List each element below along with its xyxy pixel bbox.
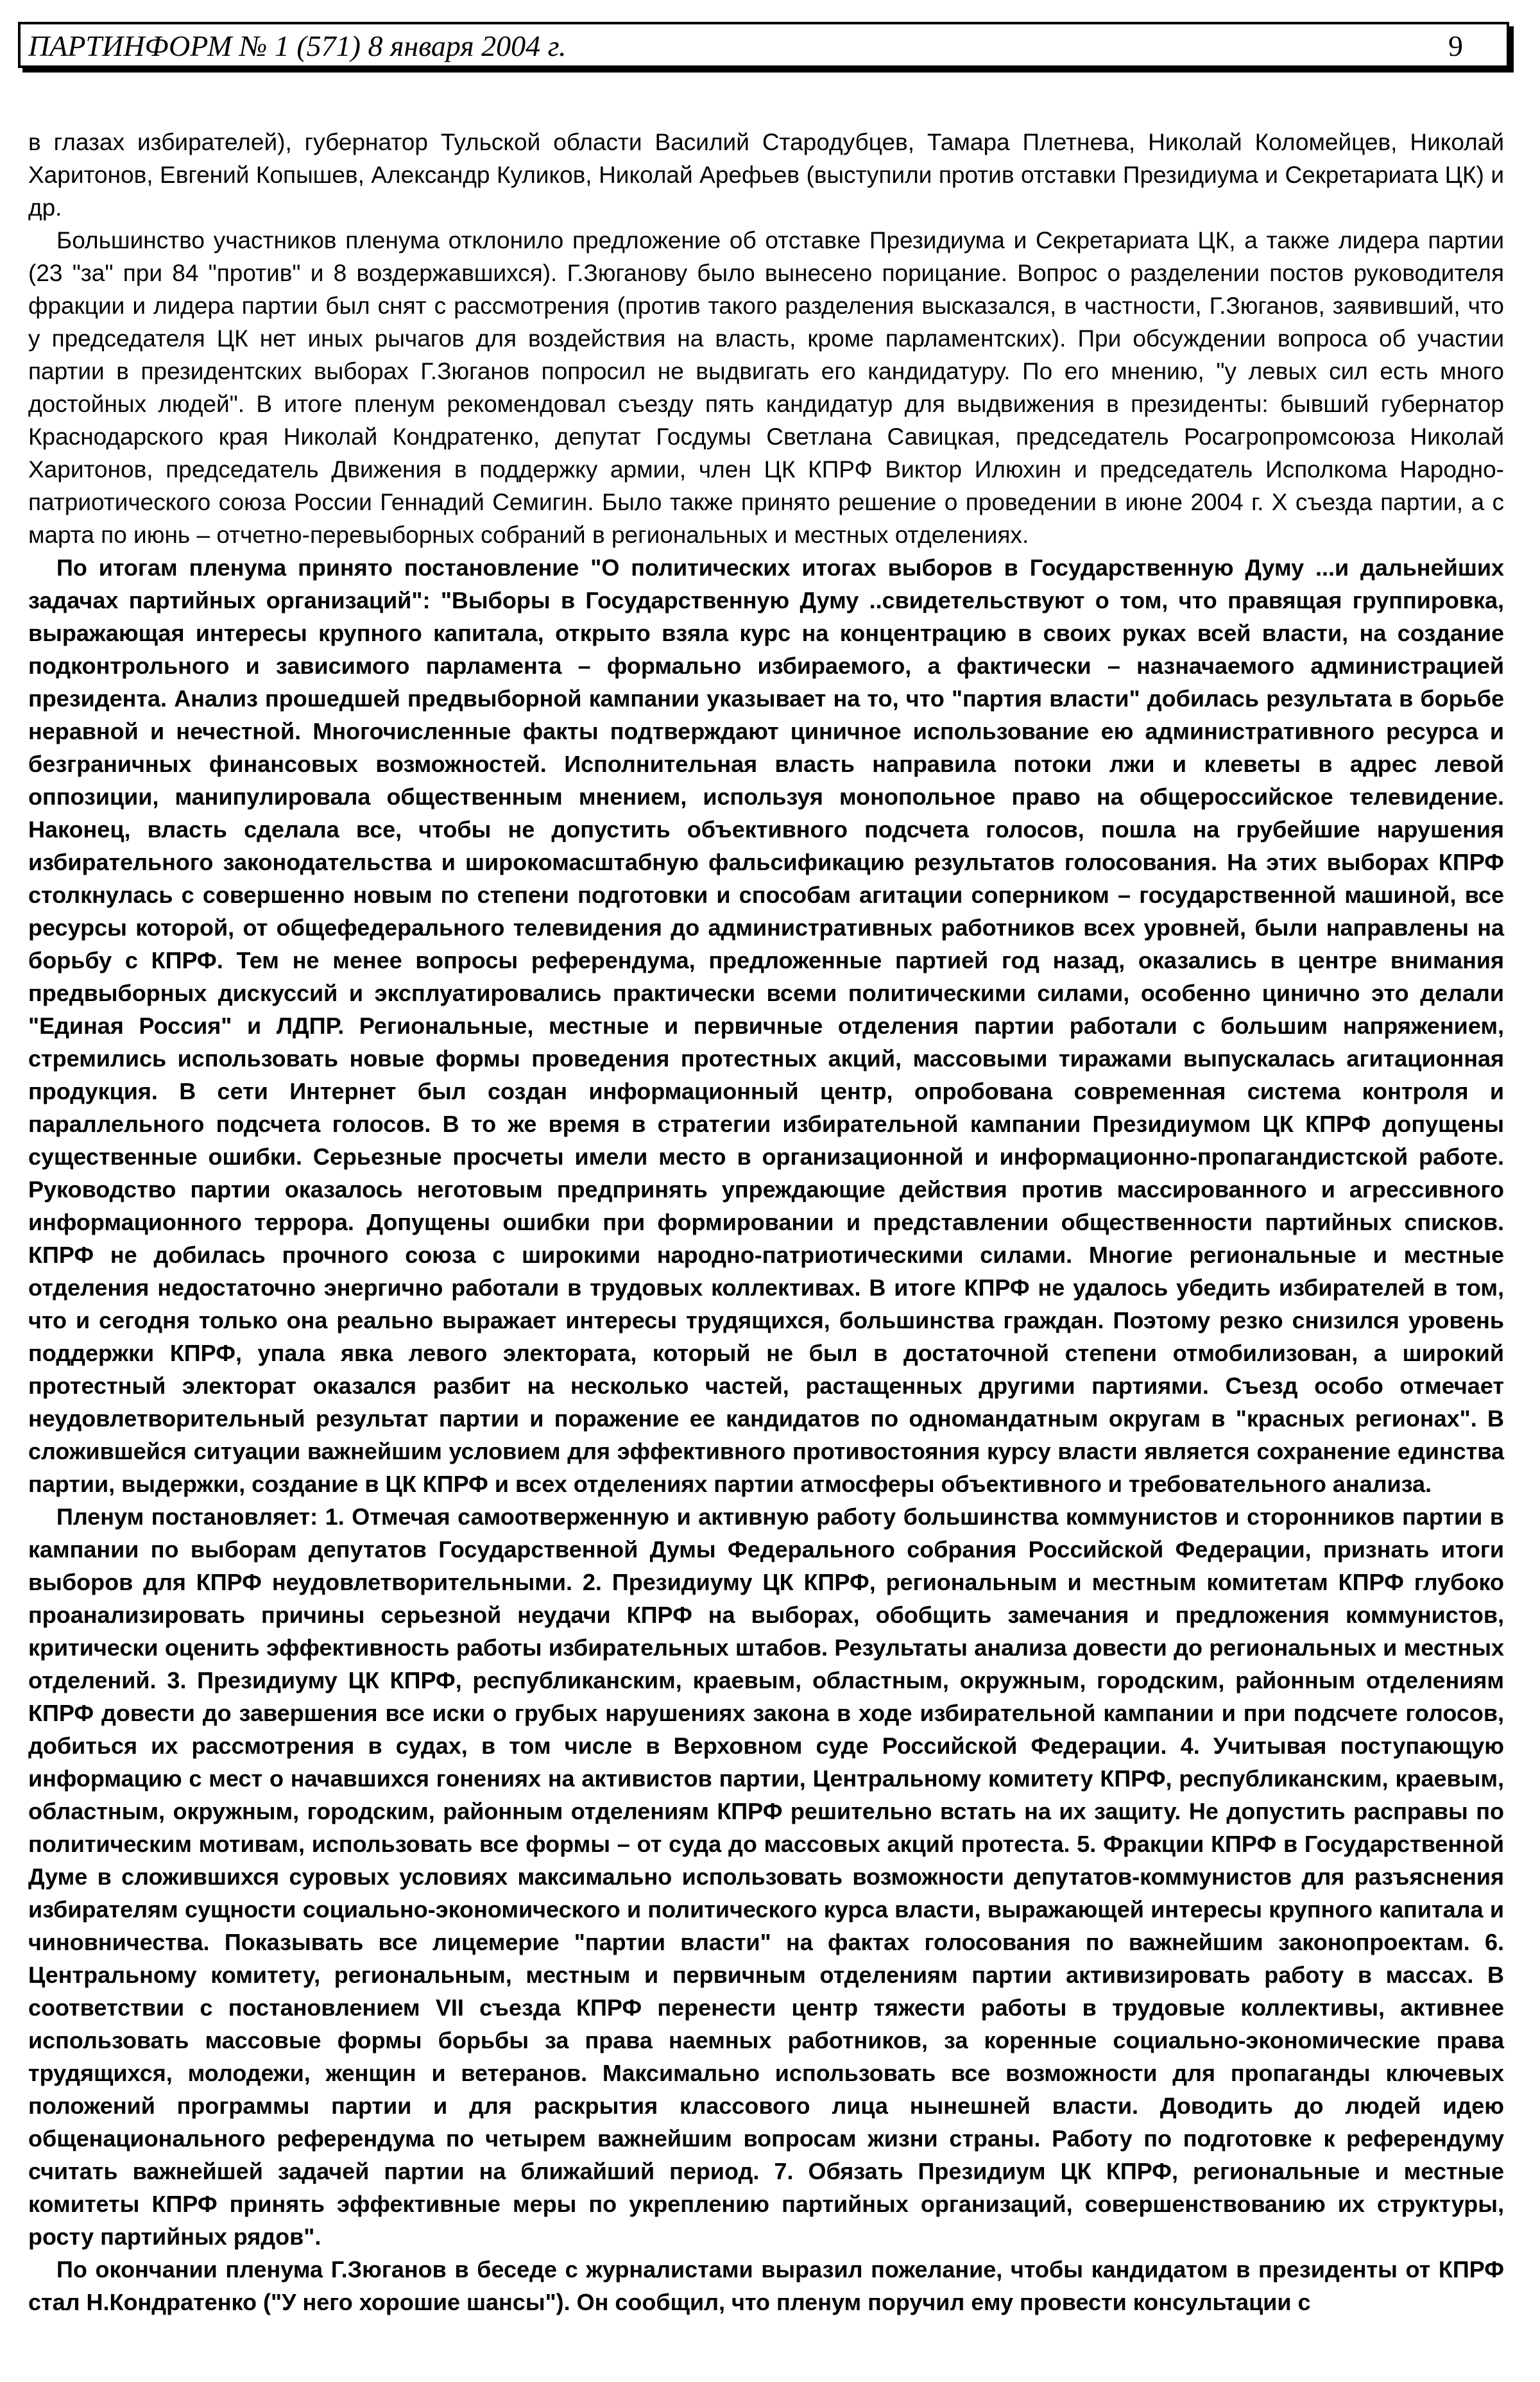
article-body	[28, 126, 1504, 2318]
page-number: 9	[1448, 30, 1463, 62]
paragraph: в глазах избирателей), губернатор Тульской области Василий Стародубцев, Тамара Плетнева, Николай Коломейцев, Николай Харитонов, Евгений Копышев, Александр Куликов, Николай Арефьев (выступили против отставки Президиума и Секретариата ЦК) и др.	[28, 129, 1504, 221]
paragraph: По окончании пленума Г.Зюганов в беседе с журналистами выразил пожелание, чтобы кандидатом в президенты от КПРФ стал Н.Кондратенко ("У него хорошие шансы"). Он сообщил, что пленум поручил ему провести консультации с	[28, 2256, 1504, 2315]
paragraph-plenum-decisions: Пленум постановляет: 1. Отмечая самоотверженную и активную работу большинства коммунистов и сторонников партии в кампании по выборам депутатов Государственной Думы Федерального собрания Российской Федерации, признать итоги выборов для КПРФ неудовлетворительными. 2. Президиуму ЦК КПРФ, региональным и местным комитетам КПРФ глубоко проанализировать причины серьезной неудачи КПРФ на выборах, обобщить замечания и предложения коммунистов, критически оценить эффективность работы избирательных штабов. Результаты анализа довести до региональных и местных отделений. 3. Президиуму ЦК КПРФ, республиканским, краевым, областным, окружным, городским, районным отделениям КПРФ довести до завершения все иски о грубых нарушениях закона в ходе избирательной кампании и при подсчете голосов, добиться их рассмотрения в судах, в том числе в Верховном суде Российской Федерации. 4. Учитывая поступающую информацию с мест о начавшихся гонениях на активистов партии, Центральному комитету КПРФ, республиканским, краевым, областным, окружным, городским, районным отделениям КПРФ решительно встать на их защиту. Не допустить расправы по политическим мотивам, использовать все формы – от суда до массовых акций протеста. 5. Фракции КПРФ в Государственной Думе в сложившихся суровых условиях максимально использовать возможности депутатов-коммунистов для разъяснения избирателям сущности социально-экономического и политического курса власти, выражающей интересы крупного капитала и чиновничества. Показывать все лицемерие "партии власти" на фактах голосования по важнейшим законопроектам. 6. Центральному комитету, региональным, местным и первичным отделениям партии активизировать работу в массах. В соответствии с постановлением VII съезда КПРФ перенести центр тяжести работы в трудовые коллективы, активнее использовать массовые формы борьбы за права наемных работников, за коренные социально-экономические права трудящихся, молодежи, женщин и ветеранов. Максимально использовать все возможности для пропаганды ключевых положений программы партии и для раскрытия классового лица нынешней власти. Доводить до людей идею общенационального референдума по четырем важнейшим вопросам жизни страны. Работу по подготовке к референдуму считать важнейшей задачей партии на ближайший период. 7. Обязать Президиум ЦК КПРФ, региональные и местные комитеты КПРФ принять эффективные меры по укреплению партийных организаций, совершенствованию их структуры, росту партийных рядов".	[28, 1504, 1504, 2250]
page-header	[18, 22, 1509, 68]
publication-title: ПАРТИНФОРМ № 1 (571) 8 января 2004 г.	[28, 30, 567, 62]
paragraph-resolution: По итогам пленума принято постановление "О политических итогах выборов в Государственную Думу ...и дальнейших задачах партийных организаций": "Выборы в Государственную Думу ..свидетельствуют о том, что правящая группировка, выражающая интересы крупного капитала, открыто взяла курс на концентрацию в своих руках всей власти, на создание подконтрольного и зависимого парламента – формально избираемого, а фактически – назначаемого администрацией президента. Анализ прошедшей предвыборной кампании указывает на то, что "партия власти" добилась результата в борьбе неравной и нечестной. Многочисленные факты подтверждают циничное использование ею административного ресурса и безграничных финансовых возможностей. Исполнительная власть направила потоки лжи и клеветы в адрес левой оппозиции, манипулировала общественным мнением, используя монопольное право на общероссийское телевидение. Наконец, власть сделала все, чтобы не допустить объективного подсчета голосов, пошла на грубейшие нарушения избирательного законодательства и широкомасштабную фальсификацию результатов голосования. На этих выборах КПРФ столкнулась с совершенно новым по степени подготовки и способам агитации соперником – государственной машиной, все ресурсы которой, от общефедерального телевидения до административных работников всех уровней, были направлены на борьбу с КПРФ. Тем не менее вопросы референдума, предложенные партией год назад, оказались в центре внимания предвыборных дискуссий и эксплуатировались практически всеми политическими силами, особенно цинично это делали "Единая Россия" и ЛДПР. Региональные, местные и первичные отделения партии работали с большим напряжением, стремились использовать новые формы проведения протестных акций, массовыми тиражами выпускалась агитационная продукция. В сети Интернет был создан информационный центр, опробована современная система контроля и параллельного подсчета голосов. В то же время в стратегии избирательной кампании Президиумом ЦК КПРФ допущены существенные ошибки. Серьезные просчеты имели место в организационной и информационно-пропагандистской работе. Руководство партии оказалось неготовым предпринять упреждающие действия против массированного и агрессивного информационного террора. Допущены ошибки при формировании и представлении общественности партийных списков. КПРФ не добилась прочного союза с широкими народно-патриотическими силами. Многие региональные и местные отделения недостаточно энергично работали в трудовых коллективах. В итоге КПРФ не удалось убедить избирателей в том, что и сегодня только она реально выражает интересы трудящихся, большинства граждан. Поэтому резко снизился уровень поддержки КПРФ, упала явка левого электората, который не был в достаточной степени отмобилизован, а широкий протестный электорат оказался разбит на несколько частей, растащенных другими партиями. Съезд особо отмечает неудовлетворительный результат партии и поражение ее кандидатов по одномандатным округам в "красных регионах". В сложившейся ситуации важнейшим условием для эффективного противостояния курсу власти является сохранение единства партии, выдержки, создание в ЦК КПРФ и всех отделениях партии атмосферы объективного и требовательного анализа.	[28, 554, 1504, 1497]
paragraph: Большинство участников пленума отклонило предложение об отставке Президиума и Секретариата ЦК, а также лидера партии (23 "за" при 84 "против" и 8 воздержавшихся). Г.Зюганову было вынесено порицание. Вопрос о разделении постов руководителя фракции и лидера партии был снят с рассмотрения (против такого разделения высказался, в частности, Г.Зюганов, заявивший, что у председателя ЦК нет иных рычагов для воздействия на власть, кроме парламентских). При обсуждении вопроса об участии партии в президентских выборах Г.Зюганов попросил не выдвигать его кандидатуру. По его мнению, "у левых сил есть много достойных людей". В итоге пленум рекомендовал съезду пять кандидатур для выдвижения в президенты: бывший губернатор Краснодарского края Николай Кондратенко, депутат Госдумы Светлана Савицкая, председатель Росагропромсоюза Николай Харитонов, председатель Движения в поддержку армии, член ЦК КПРФ Виктор Илюхин и председатель Исполкома Народно-патриотического союза России Геннадий Семигин. Было также принято решение о проведении в июне 2004 г. X съезда партии, а с марта по июнь – отчетно-перевыборных собраний в региональных и местных отделениях.	[28, 227, 1504, 548]
